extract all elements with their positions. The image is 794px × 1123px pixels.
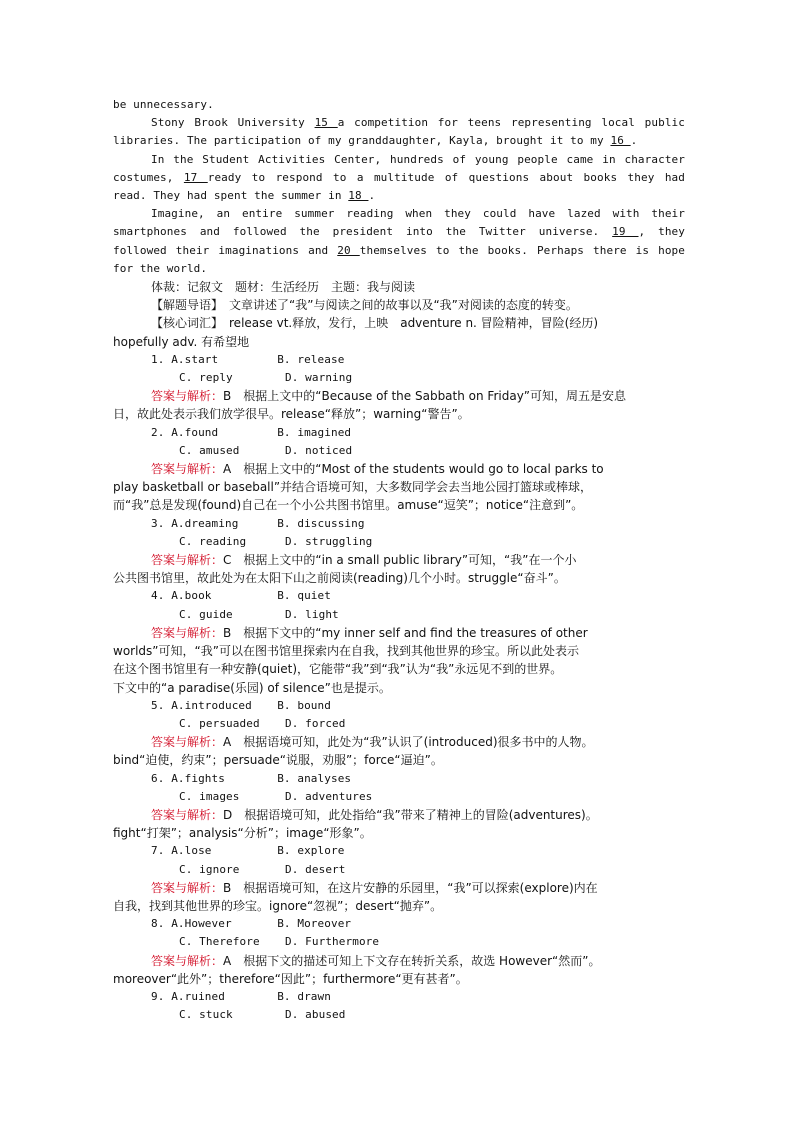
passage-line bbox=[113, 114, 685, 132]
option-b: B. quiet bbox=[277, 589, 331, 603]
option-a: A.start bbox=[171, 352, 219, 366]
option-b: B. explore bbox=[277, 844, 345, 858]
option-b: B. release bbox=[277, 352, 345, 366]
question-number: 8. bbox=[151, 917, 165, 931]
answer-text: D 根据语境可知，此处指给“我”带来了精神上的冒险(adventures)。 bbox=[223, 807, 598, 822]
question-options-row bbox=[113, 988, 685, 1006]
option-c: C. reply bbox=[179, 371, 233, 385]
option-d: D. light bbox=[285, 607, 339, 621]
guide-line bbox=[113, 296, 685, 314]
question-options-row bbox=[113, 351, 685, 369]
option-d: D. desert bbox=[285, 862, 346, 876]
answer-text: A 根据语境可知，此处为“我”认识了(introduced)很多书中的人物。 bbox=[223, 735, 594, 750]
passage-text: followed their imaginations and bbox=[113, 243, 338, 257]
passage-line bbox=[113, 187, 685, 205]
genre-line: 体裁：记叙文 题材：生活经历 主题：我与阅读 bbox=[151, 280, 416, 295]
passage-line bbox=[113, 223, 685, 241]
question-number: 9. bbox=[151, 989, 165, 1003]
answer-text: B 根据下文中的“my inner self and find the treasures of other bbox=[223, 625, 588, 640]
option-a: A.fights bbox=[171, 771, 225, 785]
passage-line: Imagine, an entire summer reading when they could have lazed with their bbox=[151, 207, 685, 221]
vocab-text: release vt.释放，发行，上映 adventure n. 冒险精神，冒险(经历) bbox=[217, 316, 599, 331]
answer-explanation-line: 自我，找到其他世界的珍宝。ignore“忽视”；desert“抛弃”。 bbox=[113, 898, 443, 913]
option-a: A.found bbox=[171, 425, 219, 439]
question-options-row bbox=[113, 587, 685, 605]
blank-16: 16 bbox=[610, 134, 631, 148]
answer-explanation-line bbox=[113, 551, 685, 569]
answer-explanation-line: 下文中的“a paradise(乐园) of silence”也是提示。 bbox=[113, 680, 391, 695]
answer-label: 答案与解析： bbox=[151, 807, 224, 822]
answer-explanation-line: worlds”可知，“我”可以在图书馆里探索内在自我，找到其他世界的珍宝。所以此处表示 bbox=[113, 644, 579, 659]
answer-explanation-line: 而“我”总是发现(found)自己在一个小公共图书馆里。amuse“逗笑”；notice“注意到”。 bbox=[113, 498, 584, 513]
answer-explanation-line: fight“打架”；analysis“分析”；image“形象”。 bbox=[113, 826, 372, 841]
blank-18: 18 bbox=[348, 189, 369, 203]
answer-label: 答案与解析： bbox=[151, 553, 224, 568]
question-options-row bbox=[113, 369, 685, 387]
passage-text: costumes, bbox=[113, 170, 184, 184]
question-number: 1. bbox=[151, 352, 165, 366]
question-options-row bbox=[113, 442, 685, 460]
option-c: C. images bbox=[179, 789, 240, 803]
question-options-row bbox=[113, 515, 685, 533]
answer-explanation-line bbox=[113, 624, 685, 642]
vocab-line-2: hopefully adv. 有希望地 bbox=[113, 334, 250, 349]
question-options-row bbox=[113, 606, 685, 624]
option-d: D. abused bbox=[285, 1008, 346, 1022]
option-b: B. discussing bbox=[277, 516, 365, 530]
option-b: B. drawn bbox=[277, 989, 331, 1003]
vocab-line bbox=[113, 314, 685, 332]
option-b: B. bound bbox=[277, 698, 331, 712]
blank-20: 20 bbox=[337, 243, 360, 257]
passage-text: Stony Brook University bbox=[151, 116, 315, 130]
option-c: C. stuck bbox=[179, 1008, 233, 1022]
passage-line bbox=[113, 169, 685, 187]
option-b: B. analyses bbox=[277, 771, 352, 785]
answer-text: B 根据上文中的“Because of the Sabbath on Friday”可知，周五是安息 bbox=[223, 389, 627, 404]
passage-line bbox=[113, 242, 685, 260]
option-a: A.introduced bbox=[171, 698, 252, 712]
question-number: 4. bbox=[151, 589, 165, 603]
answer-label: 答案与解析： bbox=[151, 462, 224, 477]
answer-label: 答案与解析： bbox=[151, 625, 224, 640]
option-a: A.book bbox=[171, 589, 212, 603]
question-options-row bbox=[113, 842, 685, 860]
question-number: 5. bbox=[151, 698, 165, 712]
answer-label: 答案与解析： bbox=[151, 735, 224, 750]
question-options-row bbox=[113, 915, 685, 933]
option-b: B. imagined bbox=[277, 425, 352, 439]
question-number: 7. bbox=[151, 844, 165, 858]
passage-text: , they bbox=[638, 225, 685, 239]
question-number: 2. bbox=[151, 425, 165, 439]
answer-explanation-line: 日，故此处表示我们放学很早。release“释放”；warning“警告”。 bbox=[113, 407, 470, 422]
question-options-row bbox=[113, 788, 685, 806]
blank-19: 19 bbox=[612, 225, 639, 239]
answer-explanation-line: bind“迫使，约束”；persuade“说服，劝服”；force“逼迫”。 bbox=[113, 753, 443, 768]
question-options-row bbox=[113, 770, 685, 788]
answer-label: 答案与解析： bbox=[151, 389, 224, 404]
answer-explanation-line bbox=[113, 879, 685, 897]
passage-text: . bbox=[630, 134, 638, 148]
answer-text: B 根据语境可知，在这片安静的乐园里，“我”可以探索(explore)内在 bbox=[223, 880, 598, 895]
option-d: D. forced bbox=[285, 716, 346, 730]
answer-text: C 根据上文中的“in a small public library”可知，“我”在一个小 bbox=[223, 553, 577, 568]
question-options-row bbox=[113, 424, 685, 442]
option-a: A.lose bbox=[171, 844, 212, 858]
question-number: 3. bbox=[151, 516, 165, 530]
passage-text: . bbox=[368, 189, 376, 203]
answer-explanation-line bbox=[113, 806, 685, 824]
blank-15: 15 bbox=[314, 116, 338, 130]
option-c: C. amused bbox=[179, 443, 240, 457]
passage-text: smartphones and followed the president into the Twitter universe. bbox=[113, 225, 613, 239]
answer-explanation-line bbox=[113, 387, 685, 405]
option-c: C. Therefore bbox=[179, 935, 260, 949]
answer-text: A 根据下文的描述可知上下文存在转折关系，故选 However“然而”。 bbox=[223, 953, 601, 968]
option-a: A.ruined bbox=[171, 989, 225, 1003]
passage-text: a competition for teens representing local public bbox=[337, 116, 685, 130]
question-list bbox=[113, 351, 685, 1025]
question-options-row bbox=[113, 697, 685, 715]
question-options-row bbox=[113, 715, 685, 733]
answer-explanation-line: 在这个图书馆里有一种安静(quiet)，它能带“我”到“我”认为“我”永远见不到的世界。 bbox=[113, 662, 563, 677]
blank-17: 17 bbox=[183, 170, 208, 184]
passage-line: for the world. bbox=[113, 261, 208, 275]
question-options-row bbox=[113, 533, 685, 551]
guide-text: 文章讲述了“我”与阅读之间的故事以及“我”对阅读的态度的转变。 bbox=[217, 298, 578, 313]
option-d: D. Furthermore bbox=[285, 935, 380, 949]
question-options-row bbox=[113, 1006, 685, 1024]
answer-explanation-line: moreover“此外”；therefore“因此”；furthermore“更有甚者”。 bbox=[113, 971, 468, 986]
option-c: C. persuaded bbox=[179, 716, 260, 730]
passage-line bbox=[113, 132, 685, 150]
guide-label: 【解题导语】 bbox=[151, 298, 218, 313]
option-d: D. struggling bbox=[285, 534, 373, 548]
option-c: C. reading bbox=[179, 534, 247, 548]
passage-text: ready to respond to a multitude of questions about books they had bbox=[207, 170, 685, 184]
passage-text: libraries. The participation of my granddaughter, Kayla, brought it to my bbox=[113, 134, 611, 148]
answer-explanation-line: 公共图书馆里，故此处为在太阳下山之前阅读(reading)几个小时。struggle“奋斗”。 bbox=[113, 571, 566, 586]
answer-label: 答案与解析： bbox=[151, 880, 224, 895]
document-page bbox=[113, 96, 685, 1024]
passage-text: read. They had spent the summer in bbox=[113, 189, 349, 203]
option-a: A.However bbox=[171, 917, 232, 931]
answer-label: 答案与解析： bbox=[151, 953, 224, 968]
answer-explanation-line bbox=[113, 733, 685, 751]
option-a: A.dreaming bbox=[171, 516, 239, 530]
passage-line: be unnecessary. bbox=[113, 98, 214, 111]
vocab-label: 【核心词汇】 bbox=[151, 316, 218, 331]
option-d: D. adventures bbox=[285, 789, 373, 803]
option-d: D. noticed bbox=[285, 443, 353, 457]
option-d: D. warning bbox=[285, 371, 353, 385]
answer-explanation-line bbox=[113, 460, 685, 478]
question-number: 6. bbox=[151, 771, 165, 785]
option-c: C. guide bbox=[179, 607, 233, 621]
answer-explanation-line: play basketball or baseball”并结合语境可知，大多数同学会去当地公园打篮球或棒球， bbox=[113, 480, 593, 495]
passage-line: In the Student Activities Center, hundreds of young people came in character bbox=[151, 152, 685, 166]
answer-explanation-line bbox=[113, 952, 685, 970]
answer-text: A 根据上文中的“Most of the students would go to local parks to bbox=[223, 462, 604, 477]
option-b: B. Moreover bbox=[277, 917, 352, 931]
question-options-row bbox=[113, 861, 685, 879]
passage-text: themselves to the books. Perhaps there is hope bbox=[359, 243, 685, 257]
option-c: C. ignore bbox=[179, 862, 240, 876]
question-options-row bbox=[113, 933, 685, 951]
